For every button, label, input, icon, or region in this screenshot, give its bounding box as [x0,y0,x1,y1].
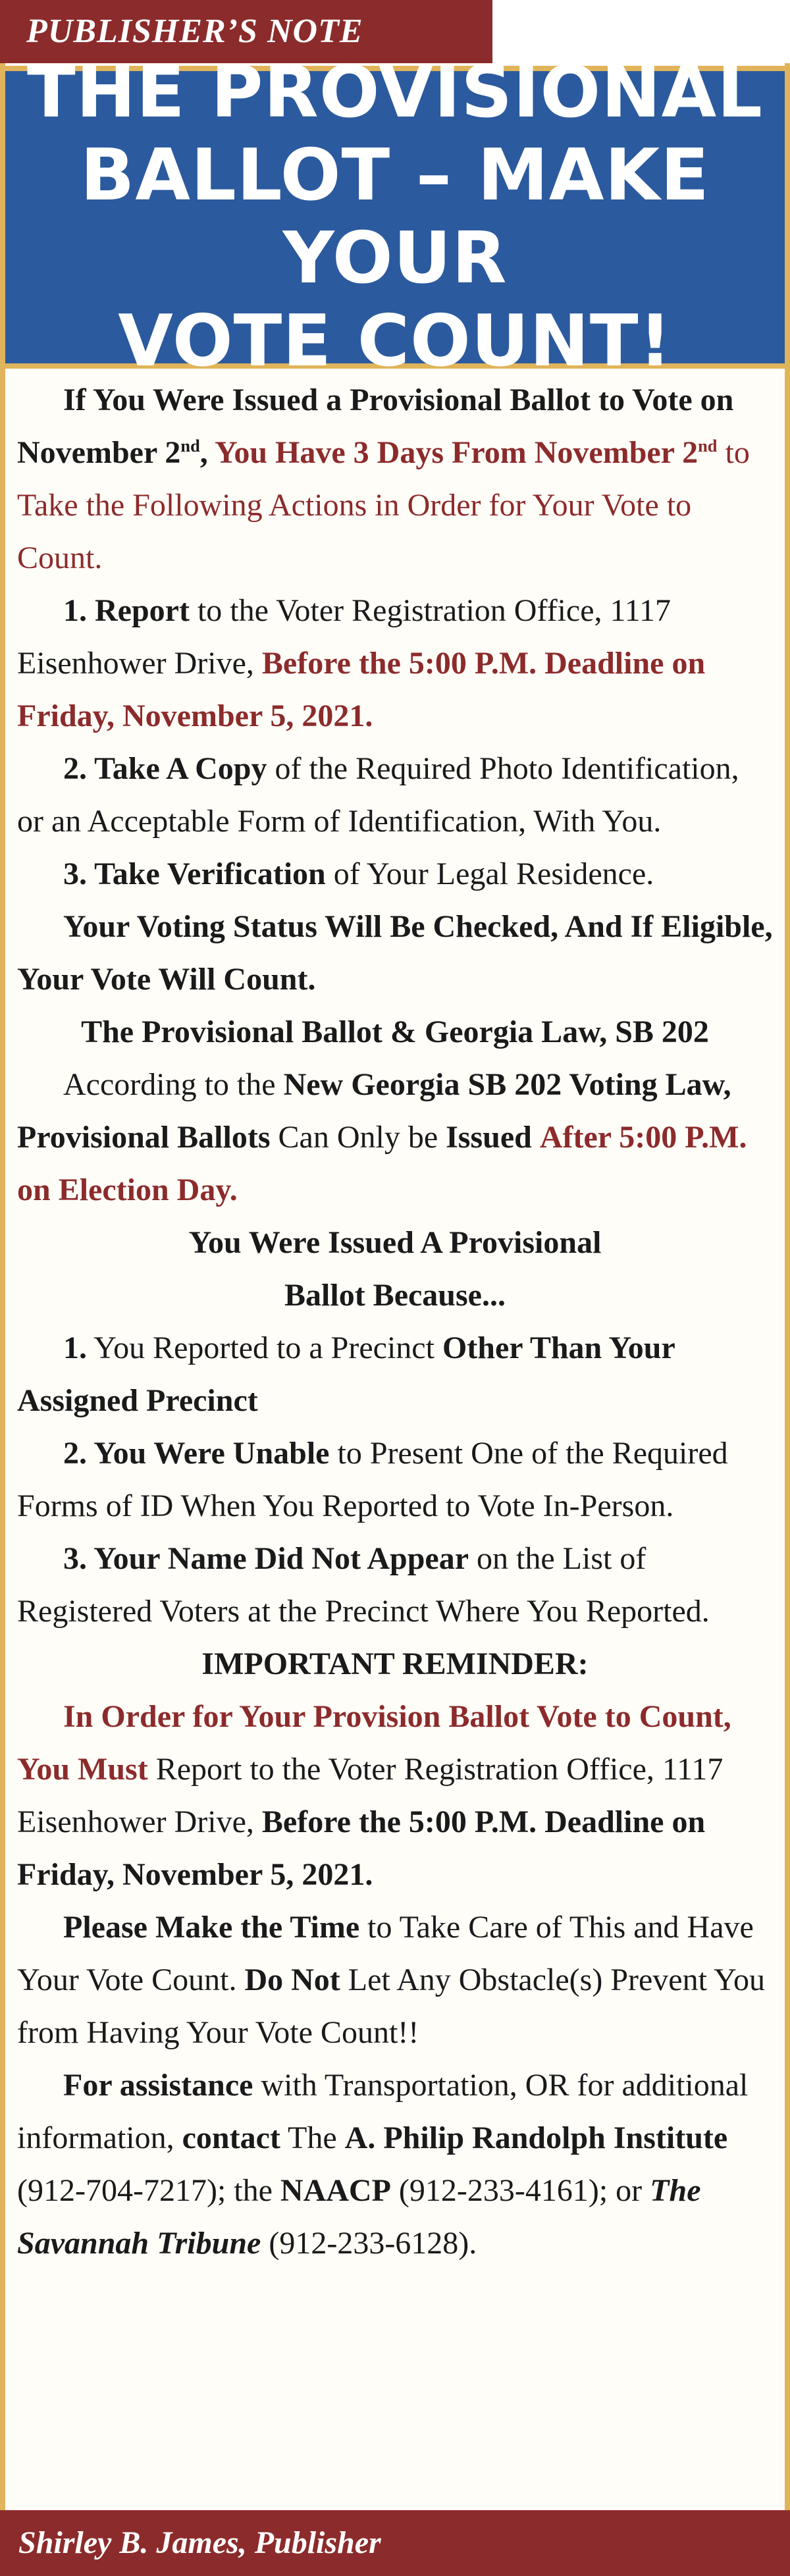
title-line-1: THE PROVISIONAL [27,51,763,134]
article-body [17,374,773,2270]
reason-2: 2. You Were Unable to Present One of the Required Forms of ID When You Reported to Vote In-Person. [17,1436,728,1523]
reminder-heading: IMPORTANT REMINDER: [201,1646,589,1681]
law-heading: The Provisional Ballot & Georgia Law, SB 202 [81,1014,709,1049]
intro-tail: to Take the Following Actions in Order for Your Vote to Count. [17,435,750,575]
step-2: 2. Take A Copy of the Required Photo Identification, or an Acceptable Form of Identification, With You. [17,751,739,839]
step-3: 3. Take Verification of Your Legal Residence. [63,856,654,891]
title-banner [5,51,785,382]
reminder-paragraph: In Order for Your Provision Ballot Vote to Count, You Must Report to the Voter Registration Office, 1117 Eisenhower Drive, Before the 5:00 P.M. Deadline on Friday, November 5, 2021. [17,1699,731,1892]
article-title [20,51,770,383]
intro-paragraph [17,374,773,585]
step-1: 1. Report to the Voter Registration Office, 1117 Eisenhower Drive, Before the 5:00 P.M. Deadline on Friday, November 5, 2021. [17,593,706,733]
reasons-heading: You Were Issued A Provisional Ballot Because... [188,1225,602,1313]
article-frame [0,51,790,2576]
publishers-note-tab: PUBLISHER’S NOTE [0,0,492,63]
make-time-paragraph: Please Make the Time to Take Care of This and Have Your Vote Count. Do Not Let Any Obstacle(s) Prevent You from Having Your Vote Count!! [17,1910,766,2050]
reason-1: 1. You Reported to a Precinct Other Than Your Assigned Precinct [17,1330,675,1418]
status-note: Your Voting Status Will Be Checked, And If Eligible, Your Vote Will Count. [17,909,773,997]
title-line-3: VOTE COUNT! [118,300,672,382]
law-paragraph: According to the New Georgia SB 202 Voting Law, Provisional Ballots Can Only be Issued After 5:00 P.M. on Election Day. [17,1067,747,1207]
reason-3: 3. Your Name Did Not Appear on the List of Registered Voters at the Precinct Where You Reported. [17,1541,710,1629]
title-line-2: BALLOT – MAKE YOUR [80,134,710,300]
intro-deadline: You Have 3 Days From November 2nd [214,435,718,470]
intro-bold: If You Were Issued a Provisional Ballot to Vote on November 2nd, [17,382,734,470]
publisher-signature-bar: Shirley B. James, Publisher [0,2510,790,2576]
assistance-paragraph: For assistance with Transportation, OR for additional information, contact The A. Philip Randolph Institute (912-704-7217); the NAACP (912-233-4161); or The Savannah Tribune (912-233-6128). [17,2068,749,2261]
